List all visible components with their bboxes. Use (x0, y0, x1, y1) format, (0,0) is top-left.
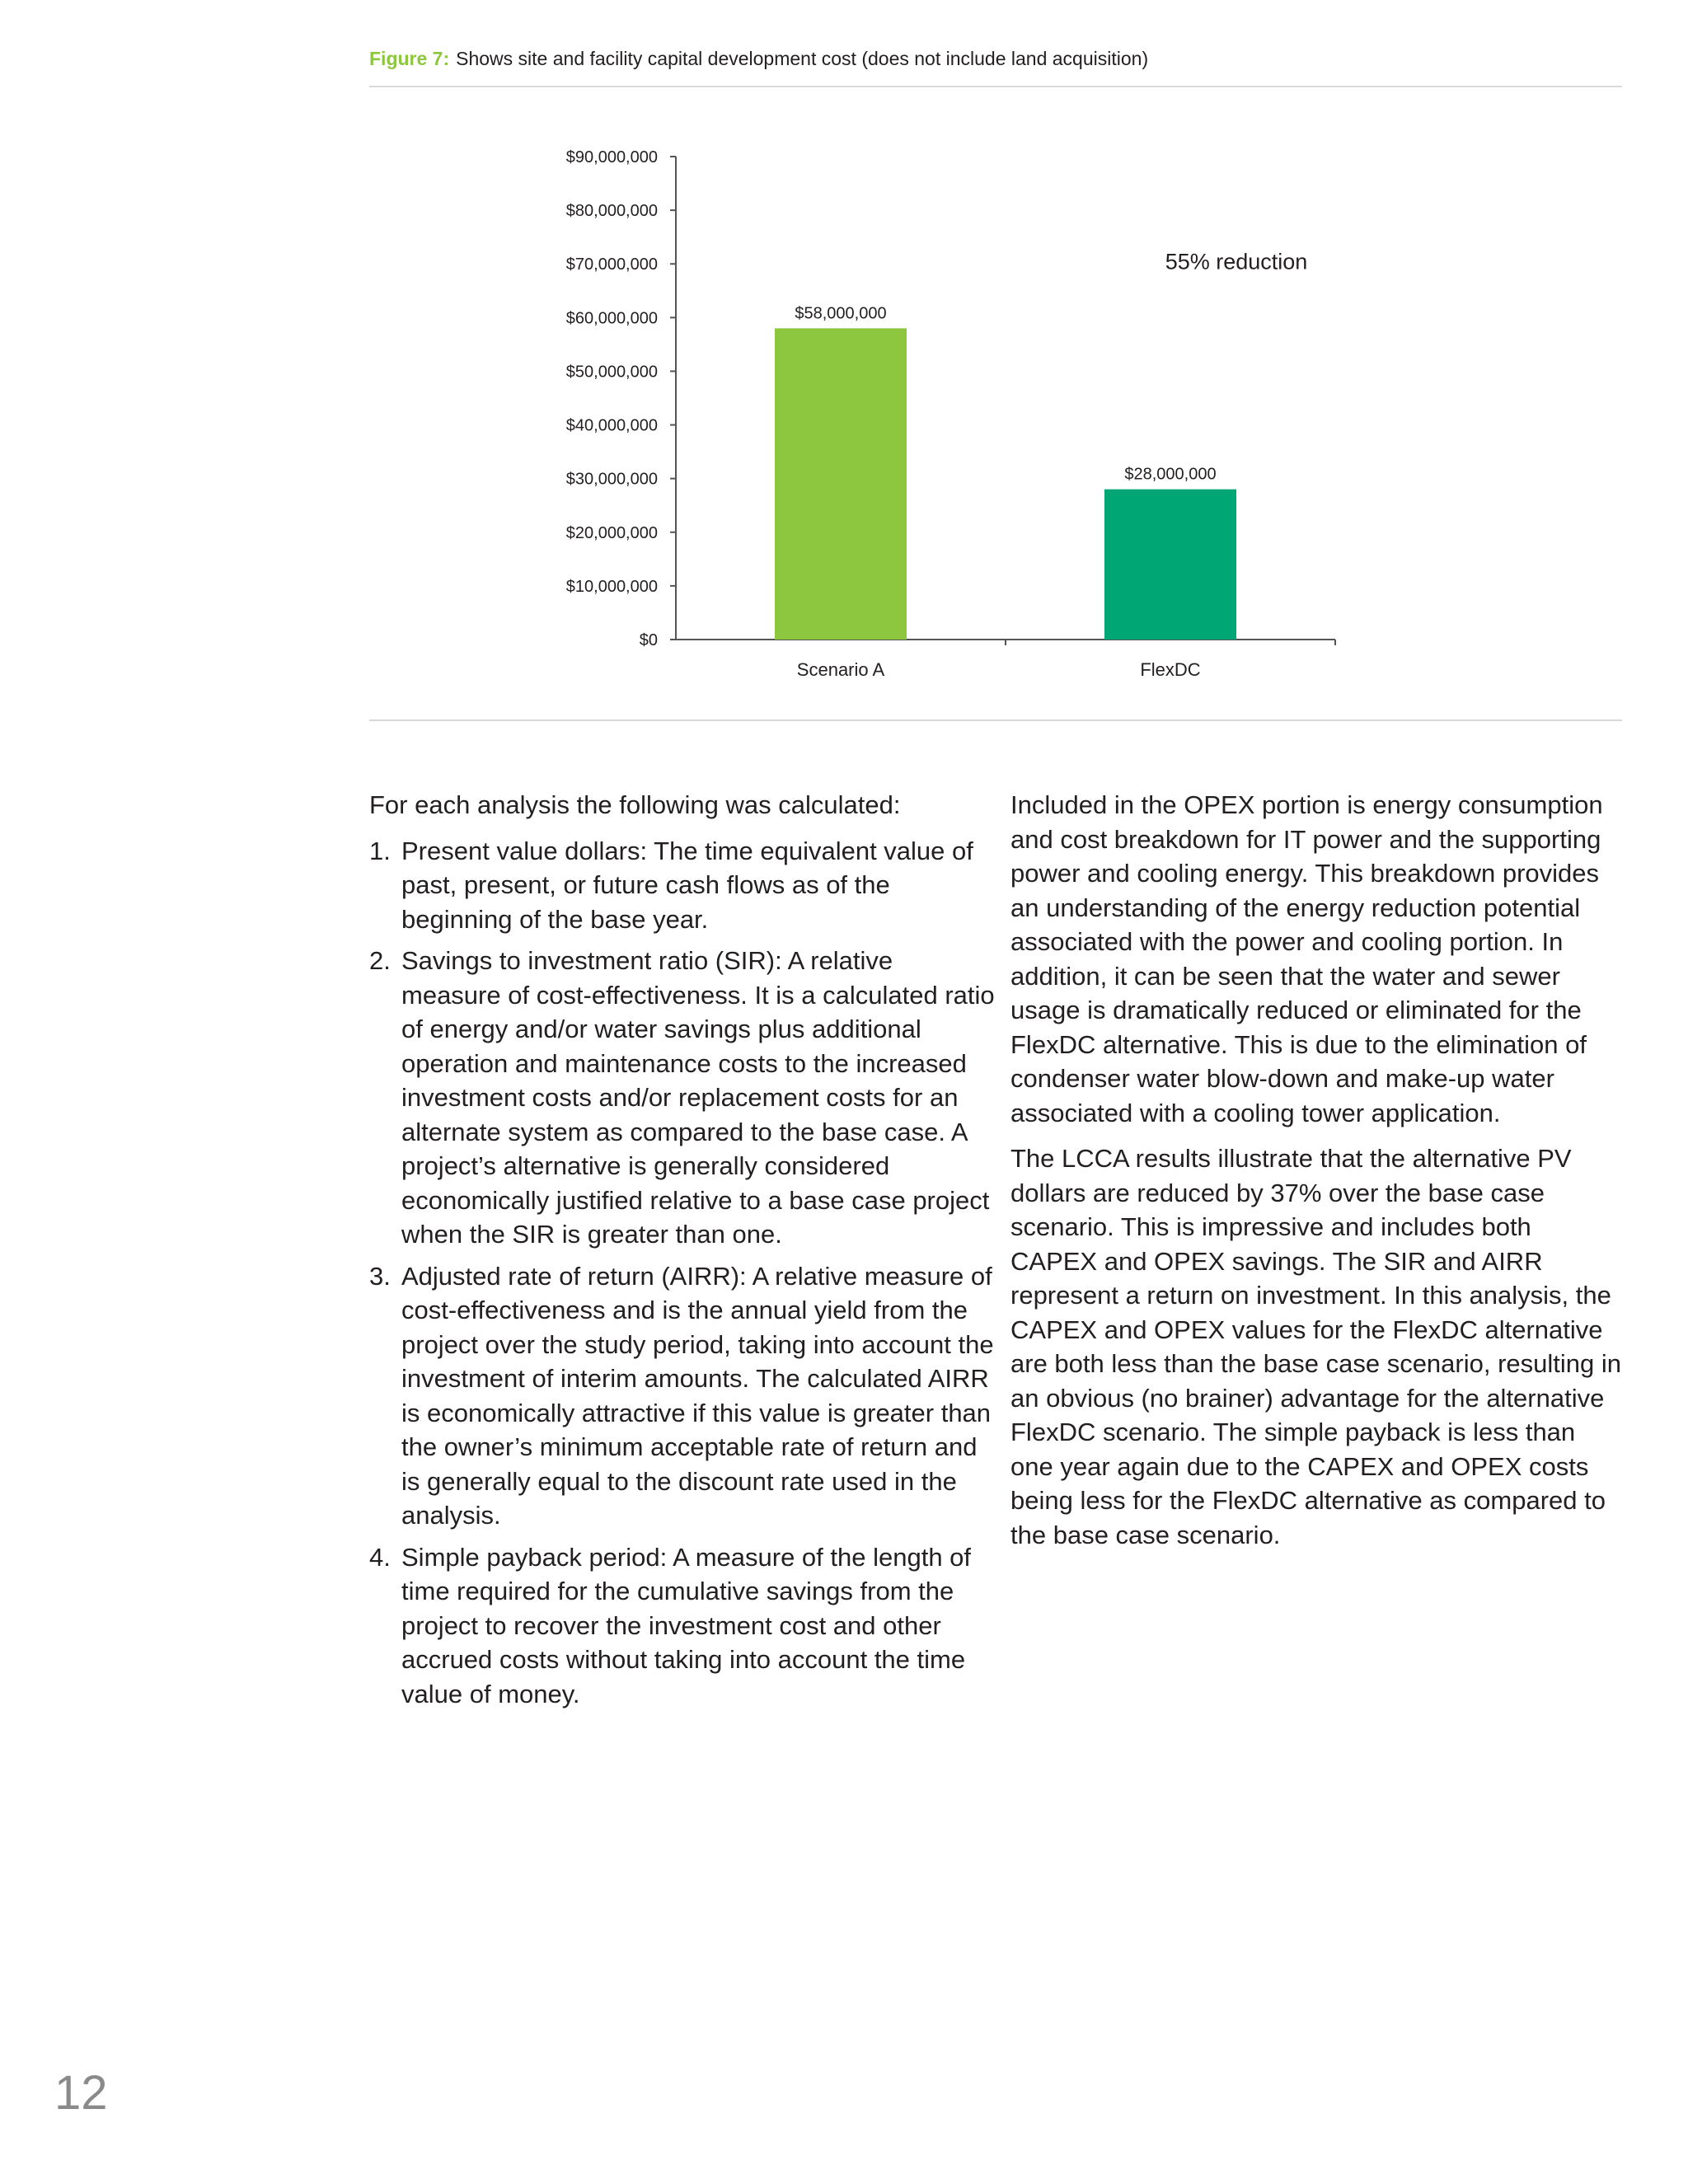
y-tick-label: $90,000,000 (565, 148, 658, 166)
list-item-number: 2. (369, 946, 391, 975)
bar-scenario-a (775, 328, 907, 640)
x-tick-label: FlexDC (1140, 659, 1201, 680)
calculation-list (369, 834, 996, 1712)
bar-flexdc (1104, 490, 1236, 640)
y-tick-label: $30,000,000 (565, 470, 658, 489)
list-item-number: 3. (369, 1261, 391, 1291)
list-item-text: Adjusted rate of return (AIRR): A relative measure of cost-effectiveness and is the annual yield from the project over the study period, taking into account the investment of interim amounts. The calculated AIRR is economically attractive if this value is greater than the owner’s minimum acceptable rate of return and is generally equal to the discount rate used in the analysis. (401, 1261, 994, 1530)
capital-cost-bar-chart (528, 140, 1368, 701)
y-tick-label: $70,000,000 (565, 255, 658, 274)
y-tick-label: $60,000,000 (565, 309, 658, 328)
chart-divider (369, 719, 1622, 721)
caption-divider (369, 86, 1622, 87)
list-item (369, 1259, 996, 1533)
figure-caption (369, 46, 1622, 71)
opex-paragraph: Included in the OPEX portion is energy consumption and cost breakdown for IT power and the supporting power and cooling energy. This breakdown provides an understanding of the energy reduction potential associated with the power and cooling portion. In addition, it can be seen that the water and sewer usage is dramatically reduced or eliminated for the FlexDC alternative. This is due to the elimination of condenser water blow-down and make-up water associated with a cooling tower application. (1010, 790, 1603, 1127)
list-item (369, 944, 996, 1252)
y-tick-label: $0 (639, 631, 658, 649)
y-tick-label: $40,000,000 (565, 416, 658, 435)
list-item-number: 1. (369, 836, 391, 865)
page-number: 12 (54, 2066, 108, 2120)
right-column (1010, 788, 1622, 1563)
bar-value-label: $28,000,000 (1124, 465, 1217, 484)
list-item-text: Savings to investment ratio (SIR): A relative measure of cost-effectiveness. It is a calculated ratio of energy and/or water savings plus additional operation and maintenance costs to the increased investment costs and/or replacement costs for an alternate system as compared to the base case. A project’s alternative is generally considered economically justified relative to a base case project when the SIR is greater than one. (401, 946, 995, 1249)
list-item (369, 834, 996, 937)
y-tick-label: $80,000,000 (565, 202, 658, 221)
list-item-text: Simple payback period: A measure of the length of time required for the cumulative savings from the project to recover the investment cost and other accrued costs without taking into account the time value of money. (401, 1542, 972, 1708)
list-item (369, 1540, 996, 1712)
lcca-paragraph: The LCCA results illustrate that the alternative PV dollars are reduced by 37% over the base case scenario. This is impressive and includes both CAPEX and OPEX savings. The SIR and AIRR represent a return on investment. In this analysis, the CAPEX and OPEX values for the FlexDC alternative are both less than the base case scenario, resulting in an obvious (no brainer) advantage for the alternative FlexDC scenario. The simple payback is less than one year again due to the CAPEX and OPEX costs being less for the FlexDC alternative as compared to the base case scenario. (1010, 1144, 1622, 1549)
list-item-number: 4. (369, 1542, 391, 1572)
y-tick-label: $10,000,000 (565, 577, 658, 596)
analysis-intro: For each analysis the following was calculated: (369, 790, 901, 819)
reduction-annotation: 55% reduction (1165, 249, 1308, 274)
figure-caption-text: Shows site and facility capital development cost (does not include land acquisition) (456, 48, 1149, 69)
y-tick-label: $50,000,000 (565, 363, 658, 382)
bar-value-label: $58,000,000 (795, 304, 887, 323)
figure-label: Figure 7: (369, 48, 450, 69)
y-tick-label: $20,000,000 (565, 523, 658, 542)
x-tick-label: Scenario A (796, 659, 885, 680)
left-column (369, 788, 996, 1718)
list-item-text: Present value dollars: The time equivalent value of past, present, or future cash flows as of the beginning of the base year. (401, 836, 973, 934)
